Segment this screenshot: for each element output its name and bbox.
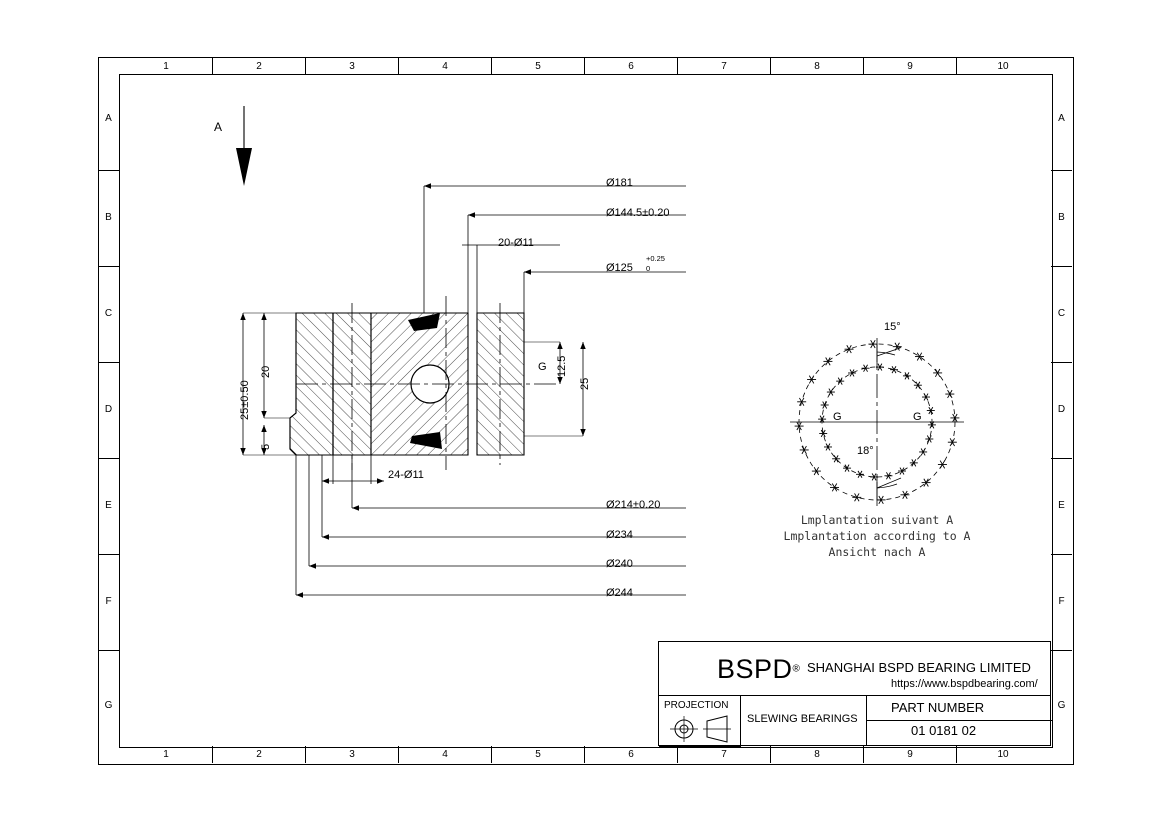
- dim-d234: Ø234: [606, 529, 633, 541]
- zone-top-4: 4: [442, 61, 448, 72]
- zone-bottom-7: 7: [721, 749, 727, 760]
- dim-g-section: G: [538, 361, 547, 373]
- zone-bottom-4: 4: [442, 749, 448, 760]
- detail-caption-de: Ansicht nach A: [828, 545, 926, 559]
- zone-left-g: G: [104, 700, 113, 711]
- zone-top-10: 10: [997, 61, 1009, 72]
- zone-left-f: F: [105, 596, 112, 607]
- detail-angle-bottom: 18°: [857, 445, 874, 457]
- zone-right-b: B: [1058, 212, 1065, 223]
- zone-top-5: 5: [535, 61, 541, 72]
- zone-bottom-8: 8: [814, 749, 820, 760]
- dim-holes-20: 20-Ø11: [498, 237, 534, 249]
- title-block-header: [659, 642, 1050, 696]
- dim-d181: Ø181: [606, 177, 633, 189]
- zone-top-6: 6: [628, 61, 634, 72]
- company-name: SHANGHAI BSPD BEARING LIMITED: [807, 660, 1031, 675]
- detail-caption-fr: Lmplantation suivant A: [800, 513, 954, 527]
- brand-lockup: [717, 654, 800, 685]
- zone-right-c: C: [1057, 308, 1066, 319]
- zone-bottom-10: 10: [997, 749, 1009, 760]
- zone-right-a: A: [1058, 113, 1065, 124]
- projection-cell: [659, 696, 741, 746]
- title-block: [658, 641, 1051, 746]
- brand-registered-icon: ®: [792, 663, 800, 675]
- zone-left-e: E: [105, 500, 112, 511]
- zone-top-1: 1: [163, 61, 169, 72]
- detail-angle-top: 15°: [884, 321, 901, 333]
- zone-bottom-9: 9: [907, 749, 913, 760]
- zone-top-9: 9: [907, 61, 913, 72]
- zone-bottom-6: 6: [628, 749, 634, 760]
- dim-d125-tol-upper: +0.25: [646, 254, 665, 263]
- dim-d214: Ø214±0.20: [606, 499, 661, 511]
- dim-h20: 20: [260, 365, 272, 378]
- zone-right-f: F: [1058, 596, 1065, 607]
- zone-left-b: B: [105, 212, 112, 223]
- zone-left-c: C: [104, 308, 113, 319]
- part-number-cell: [867, 696, 1052, 746]
- dim-d125: Ø125: [606, 262, 633, 274]
- dim-d125-tol-lower: 0: [646, 264, 651, 273]
- product-type: SLEWING BEARINGS: [747, 713, 858, 725]
- dim-h25: 25: [579, 377, 591, 390]
- zone-bottom-5: 5: [535, 749, 541, 760]
- zone-bottom-1: 1: [163, 749, 169, 760]
- zone-right-d: D: [1057, 404, 1066, 415]
- detail-g-right: G: [913, 411, 922, 423]
- zone-bottom-3: 3: [349, 749, 355, 760]
- brand-name: BSPD: [717, 654, 793, 684]
- dim-d240: Ø240: [606, 558, 633, 570]
- part-number-value: 01 0181 02: [911, 723, 977, 738]
- dim-d244: Ø244: [606, 587, 633, 599]
- first-angle-projection-icon: [659, 714, 741, 746]
- zone-top-8: 8: [814, 61, 820, 72]
- company-website: https://www.bspdbearing.com/: [891, 678, 1038, 690]
- projection-label: PROJECTION: [664, 700, 729, 711]
- dim-h12-5: 12.5: [556, 355, 568, 377]
- zone-right-g: G: [1057, 700, 1066, 711]
- dim-h5: 5: [260, 443, 272, 450]
- zone-left-a: A: [105, 113, 112, 124]
- dim-h25-tol: 25±0.50: [239, 380, 251, 420]
- dim-d125-group: [606, 254, 665, 276]
- detail-g-left: G: [833, 411, 842, 423]
- zone-top-3: 3: [349, 61, 355, 72]
- zone-top-7: 7: [721, 61, 727, 72]
- zone-right-e: E: [1058, 500, 1065, 511]
- dim-d144-5: Ø144.5±0.20: [606, 207, 670, 219]
- dim-holes-24: 24-Ø11: [388, 469, 424, 481]
- zone-left-d: D: [104, 404, 113, 415]
- part-number-label: PART NUMBER: [891, 700, 985, 715]
- detail-caption-en: Lmplantation according to A: [783, 529, 971, 543]
- zone-bottom-2: 2: [256, 749, 262, 760]
- product-type-cell: [741, 696, 867, 746]
- view-arrow-label: A: [214, 120, 223, 134]
- zone-top-2: 2: [256, 61, 262, 72]
